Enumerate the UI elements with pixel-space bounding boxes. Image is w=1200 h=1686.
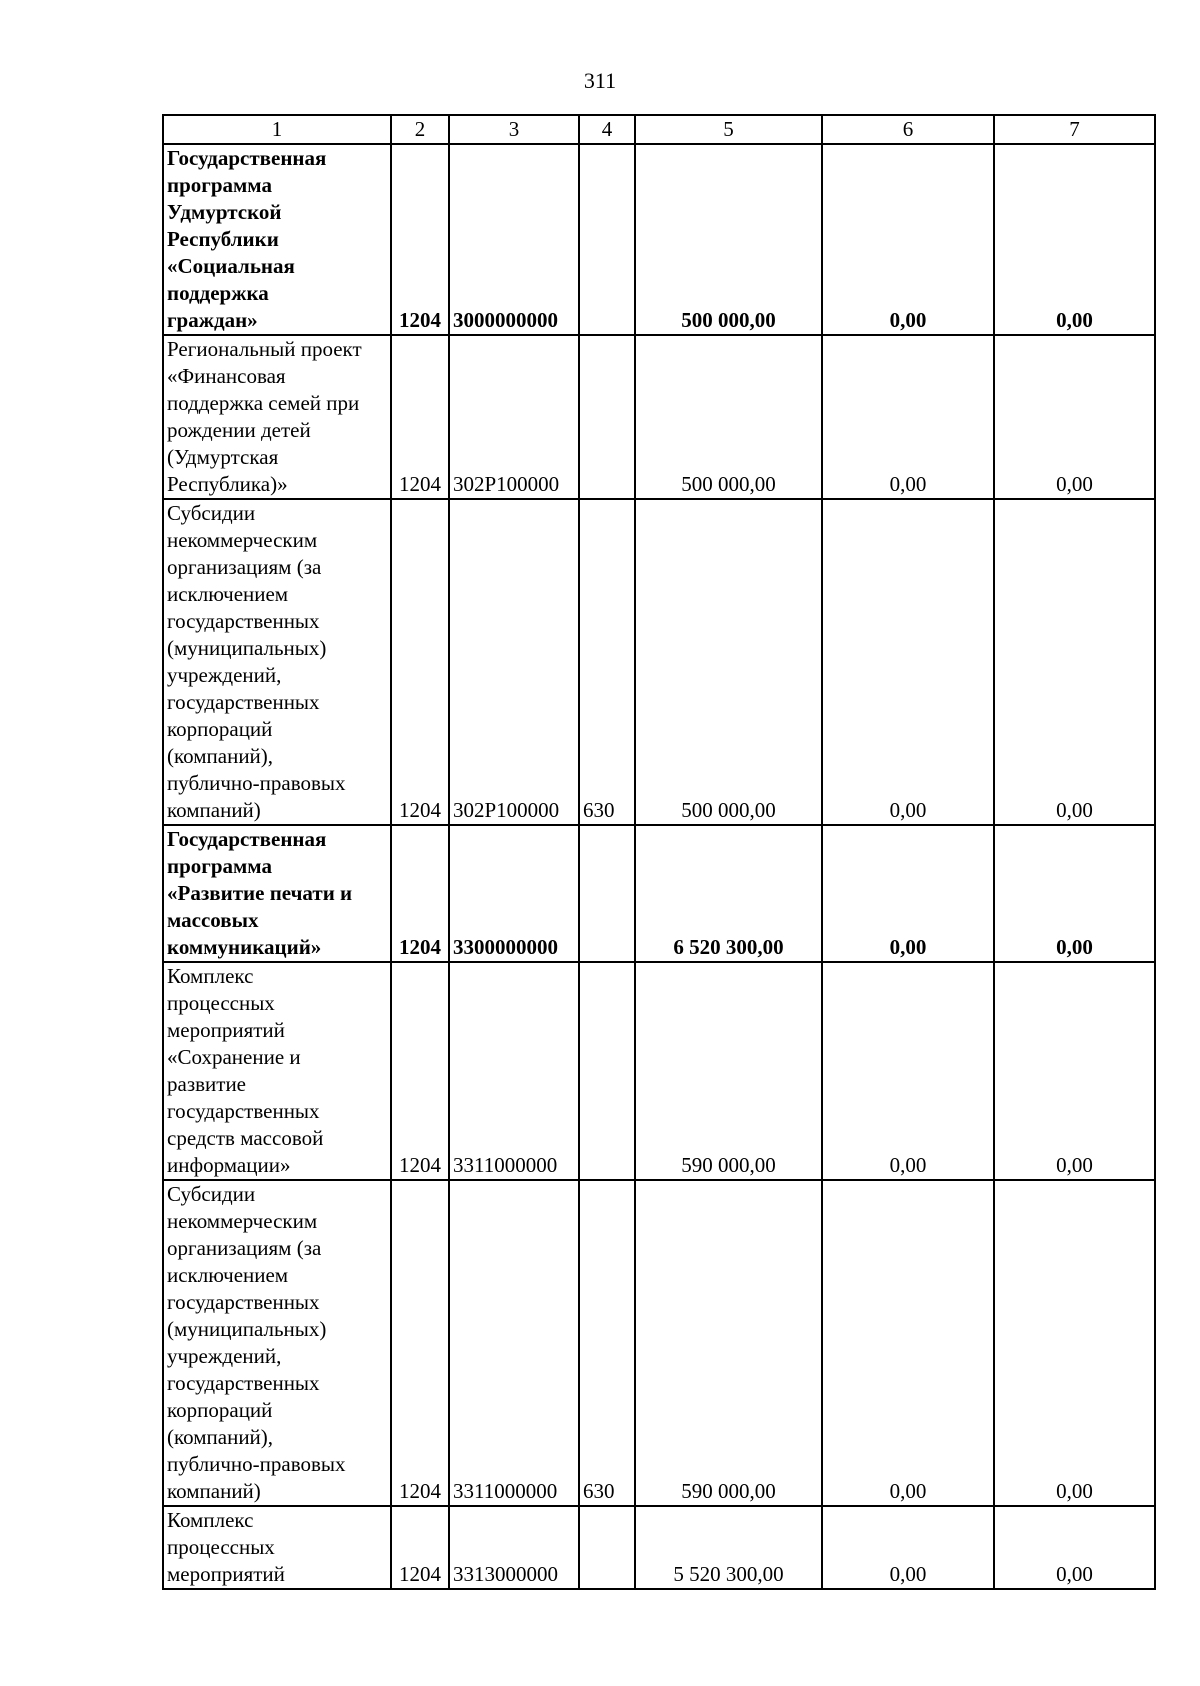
table-row bbox=[163, 962, 1155, 1180]
column-number-1: 1 bbox=[163, 115, 391, 144]
amount-col6-cell: 0,00 bbox=[822, 499, 994, 825]
target-article-cell: 302P100000 bbox=[449, 499, 579, 825]
table-row bbox=[163, 499, 1155, 825]
item-name-cell bbox=[163, 499, 391, 825]
column-number-3: 3 bbox=[449, 115, 579, 144]
expense-type-cell: 630 bbox=[579, 499, 635, 825]
column-number-row bbox=[163, 115, 1155, 144]
expense-type-cell bbox=[579, 1506, 635, 1589]
amount-col7-cell: 0,00 bbox=[994, 499, 1155, 825]
item-name: Субсидии некоммерческим организациям (за исключением государственных (муниципальных) учреждений, государственных корпораций (компаний), публично-правовых компаний) bbox=[167, 1182, 346, 1503]
table-row bbox=[163, 1506, 1155, 1589]
amount-col5-cell: 500 000,00 bbox=[635, 499, 822, 825]
item-name-cell bbox=[163, 825, 391, 962]
amount-col7-cell: 0,00 bbox=[994, 335, 1155, 499]
item-name: Государственная программа Удмуртской Республики «Социальная поддержка граждан» bbox=[167, 146, 327, 332]
column-number-4: 4 bbox=[579, 115, 635, 144]
amount-col7-cell: 0,00 bbox=[994, 1506, 1155, 1589]
amount-col5-cell: 500 000,00 bbox=[635, 144, 822, 335]
amount-col5-cell: 5 520 300,00 bbox=[635, 1506, 822, 1589]
column-number-6: 6 bbox=[822, 115, 994, 144]
item-name-cell bbox=[163, 1506, 391, 1589]
table-row bbox=[163, 144, 1155, 335]
expense-type-cell bbox=[579, 962, 635, 1180]
amount-col7-cell: 0,00 bbox=[994, 144, 1155, 335]
budget-table bbox=[162, 114, 1156, 1590]
item-name-cell bbox=[163, 1180, 391, 1506]
section-code-cell: 1204 bbox=[391, 825, 449, 962]
amount-col5-cell: 6 520 300,00 bbox=[635, 825, 822, 962]
expense-type-cell bbox=[579, 825, 635, 962]
amount-col5-cell: 590 000,00 bbox=[635, 962, 822, 1180]
amount-col5-cell: 500 000,00 bbox=[635, 335, 822, 499]
target-article-cell: 3311000000 bbox=[449, 1180, 579, 1506]
target-article-cell: 3000000000 bbox=[449, 144, 579, 335]
amount-col6-cell: 0,00 bbox=[822, 1506, 994, 1589]
table-row bbox=[163, 1180, 1155, 1506]
expense-type-cell bbox=[579, 144, 635, 335]
amount-col6-cell: 0,00 bbox=[822, 335, 994, 499]
section-code-cell: 1204 bbox=[391, 335, 449, 499]
target-article-cell: 302P100000 bbox=[449, 335, 579, 499]
amount-col7-cell: 0,00 bbox=[994, 1180, 1155, 1506]
item-name-cell bbox=[163, 144, 391, 335]
target-article-cell: 3300000000 bbox=[449, 825, 579, 962]
section-code-cell: 1204 bbox=[391, 499, 449, 825]
item-name: Комплекс процессных мероприятий «Сохранение и развитие государственных средств массовой информации» bbox=[167, 964, 324, 1177]
amount-col6-cell: 0,00 bbox=[822, 962, 994, 1180]
amount-col7-cell: 0,00 bbox=[994, 825, 1155, 962]
item-name-cell bbox=[163, 962, 391, 1180]
column-number-7: 7 bbox=[994, 115, 1155, 144]
expense-type-cell: 630 bbox=[579, 1180, 635, 1506]
table-row bbox=[163, 825, 1155, 962]
target-article-cell: 3311000000 bbox=[449, 962, 579, 1180]
page-number: 311 bbox=[583, 68, 617, 93]
amount-col6-cell: 0,00 bbox=[822, 1180, 994, 1506]
table-row bbox=[163, 335, 1155, 499]
item-name: Субсидии некоммерческим организациям (за исключением государственных (муниципальных) учреждений, государственных корпораций (компаний), публично-правовых компаний) bbox=[167, 501, 346, 822]
section-code-cell: 1204 bbox=[391, 1180, 449, 1506]
amount-col7-cell: 0,00 bbox=[994, 962, 1155, 1180]
target-article-cell: 3313000000 bbox=[449, 1506, 579, 1589]
column-number-5: 5 bbox=[635, 115, 822, 144]
item-name: Комплекс процессных мероприятий bbox=[167, 1508, 285, 1586]
section-code-cell: 1204 bbox=[391, 144, 449, 335]
budget-table-body bbox=[163, 115, 1155, 1589]
column-number-2: 2 bbox=[391, 115, 449, 144]
section-code-cell: 1204 bbox=[391, 1506, 449, 1589]
amount-col5-cell: 590 000,00 bbox=[635, 1180, 822, 1506]
item-name-cell bbox=[163, 335, 391, 499]
amount-col6-cell: 0,00 bbox=[822, 825, 994, 962]
expense-type-cell bbox=[579, 335, 635, 499]
section-code-cell: 1204 bbox=[391, 962, 449, 1180]
amount-col6-cell: 0,00 bbox=[822, 144, 994, 335]
item-name: Государственная программа «Развитие печати и массовых коммуникаций» bbox=[167, 827, 353, 959]
item-name: Региональный проект «Финансовая поддержка семей при рождении детей (Удмуртская Республика)» bbox=[167, 337, 362, 496]
